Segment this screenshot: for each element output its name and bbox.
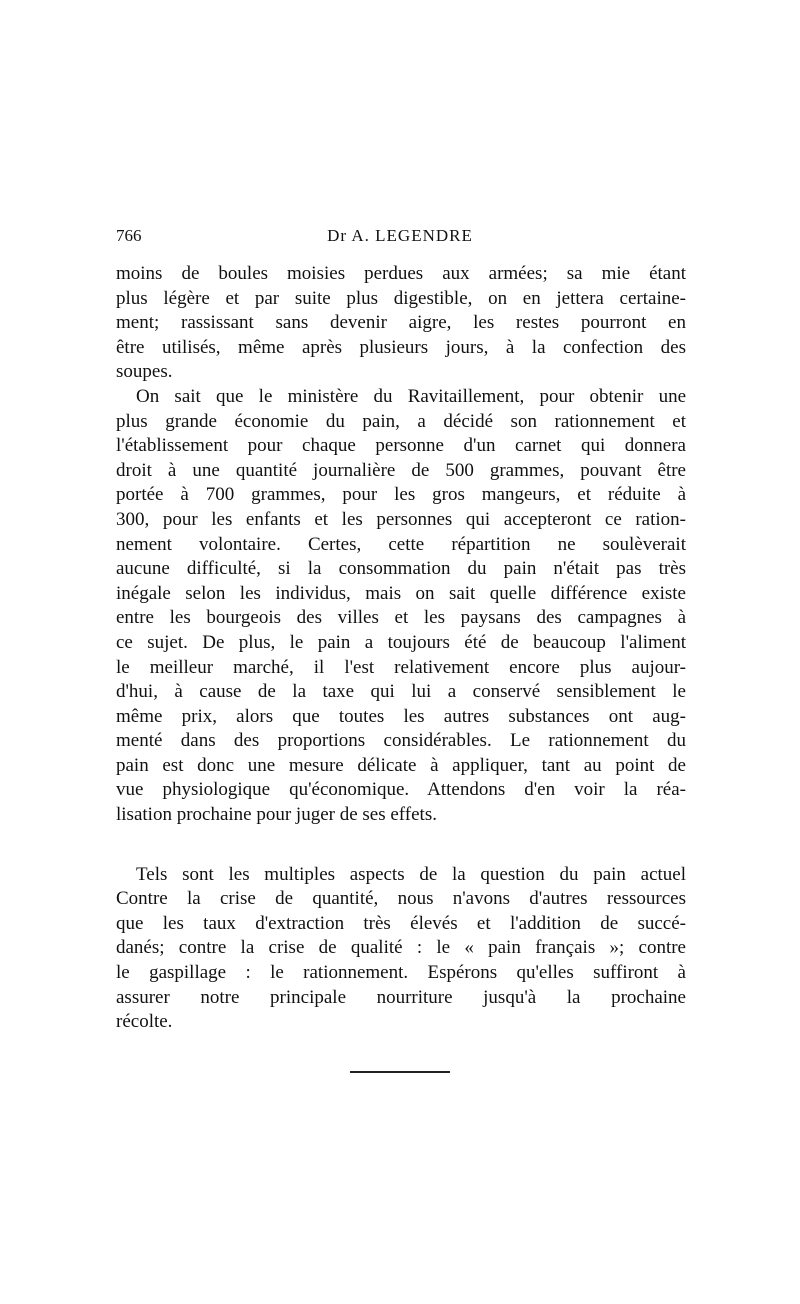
paragraph-3	[116, 863, 686, 1035]
text-line: d'hui, à cause de la taxe qui lui a conservé sensiblement le	[116, 681, 686, 703]
text-line: même prix, alors que toutes les autres substances ont aug-	[116, 705, 686, 727]
text-line: vue physiologique qu'économique. Attendons d'en voir la réa-	[116, 779, 686, 801]
text-line: moins de boules moisies perdues aux armées; sa mie étant	[116, 263, 686, 284]
text-line: le meilleur marché, il l'est relativement encore plus aujour-	[116, 656, 686, 678]
text-line: plus grande économie du pain, a décidé son rationnement et	[116, 410, 686, 432]
text-line: que les taux d'extraction très élevés et l'addition de succé-	[116, 912, 686, 934]
text-line: Tels sont les multiples aspects de la question du pain actuel	[136, 863, 686, 885]
text-line: Contre la crise de quantité, nous n'avons d'autres ressources	[116, 888, 686, 910]
text-line: aucune difficulté, si la consommation du pain n'était pas très	[116, 558, 686, 580]
text-line: assurer notre principale nourriture jusqu'à la prochaine	[116, 986, 686, 1008]
page-number: 766	[116, 226, 142, 245]
running-head	[116, 226, 684, 250]
text-line: On sait que le ministère du Ravitaillement, pour obtenir une	[136, 385, 686, 407]
text-line: inégale selon les individus, mais on sait quelle différence existe	[116, 582, 686, 604]
text-line: être utilisés, même après plusieurs jours, à la confection des	[116, 336, 686, 358]
text-line: 300, pour les enfants et les personnes qui accepteront ce ration-	[116, 508, 686, 530]
running-title: Dr A. LEGENDRE	[327, 226, 473, 245]
paragraph-1	[116, 262, 686, 385]
body-text	[116, 262, 686, 1035]
text-line: lisation prochaine pour juger de ses effets.	[116, 804, 437, 826]
text-line: entre les bourgeois des villes et les paysans des campagnes à	[116, 607, 686, 629]
text-line: danés; contre la crise de qualité : le « pain français »; contre	[116, 937, 686, 959]
text-line: portée à 700 grammes, pour les gros mangeurs, et réduite à	[116, 484, 686, 506]
text-line: ce sujet. De plus, le pain a toujours été de beaucoup l'aliment	[116, 631, 686, 653]
paragraph-2	[116, 385, 686, 828]
text-line: nement volontaire. Certes, cette répartition ne soulèverait	[116, 533, 686, 555]
text-line: droit à une quantité journalière de 500 grammes, pouvant être	[116, 459, 686, 481]
text-line: soupes.	[116, 361, 173, 383]
text-line: ment; rassissant sans devenir aigre, les restes pourront en	[116, 312, 686, 334]
text-line: le gaspillage : le rationnement. Espérons qu'elles suffiront à	[116, 962, 686, 984]
end-rule	[350, 1071, 450, 1073]
text-line: l'établissement pour chaque personne d'un carnet qui donnera	[116, 435, 686, 457]
text-line: récolte.	[116, 1011, 173, 1033]
text-line: menté dans des proportions considérables. Le rationnement du	[116, 730, 686, 752]
paragraph-gap	[116, 828, 686, 863]
text-line: plus légère et par suite plus digestible, on en jettera certaine-	[116, 287, 686, 309]
text-line: pain est donc une mesure délicate à appliquer, tant au point de	[116, 754, 686, 776]
